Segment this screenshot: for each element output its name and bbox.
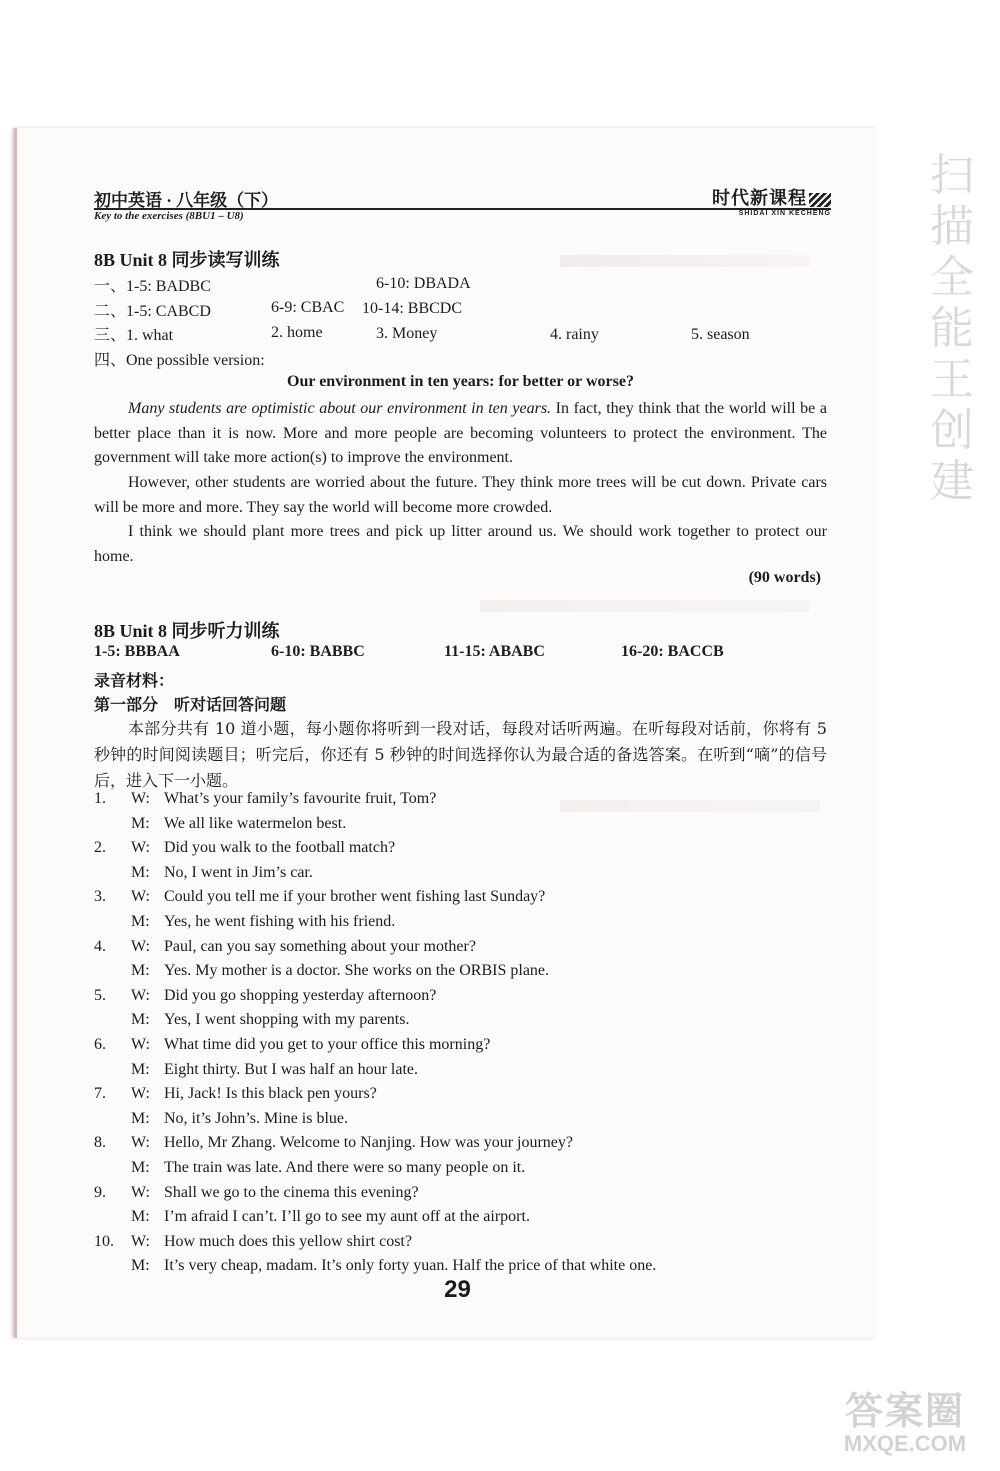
section-title-reading: 8B Unit 8 同步读写训练 (94, 250, 280, 270)
dialogue-line-w: Hi, Jack! Is this black pen yours? (164, 1085, 377, 1103)
dialogue-line-m: I’m afraid I can’t. I’ll go to see my aunt off at the airport. (164, 1208, 530, 1226)
brand-name: 时代新课程 (712, 188, 807, 209)
dialogue-line-w: Shall we go to the cinema this evening? (164, 1183, 419, 1201)
side-watermark-char: 描 (930, 201, 974, 252)
speaker-w: W: (131, 1036, 150, 1053)
watermark-logo: 答案圈 (844, 1391, 965, 1433)
dialogue-line-m: Eight thirty. But I was half an hour late. (164, 1060, 419, 1078)
speaker-m: M: (131, 912, 150, 930)
dialogue-line-w: Did you go shopping yesterday afternoon? (164, 986, 437, 1004)
essay-paragraph-1 (94, 397, 827, 471)
dialogue-line-m: No, I went in Jim’s car. (164, 863, 313, 881)
site-watermark (810, 1380, 1000, 1457)
speaker-w: W: (131, 790, 150, 807)
answer-row-2c: 10-14: BBCDC (362, 300, 463, 317)
dialogue-number: 10. (94, 1232, 114, 1250)
word-count: (90 words) (748, 569, 821, 586)
dialogue-line-w: Could you tell me if your brother went fishing last Sunday? (164, 888, 546, 906)
speaker-w: W: (131, 986, 150, 1004)
page-number: 29 (444, 1276, 471, 1303)
speaker-w: W: (131, 1134, 150, 1152)
part-title: 第一部分 听对话回答问题 (94, 695, 287, 714)
listening-instructions: 本部分共有 10 道小题，每小题你将听到一段对话，每段对话听两遍。在听每段对话前，你将有 5 秒钟的时间阅读题目；听完后，你还有 5 秒钟的时间选择你认为最合适的备选答案。在听到“嘀”的信号后，进入下一小题。 (94, 719, 827, 790)
dialogue-line-w: Did you walk to the football match? (164, 839, 396, 857)
speaker-m: M: (131, 1109, 150, 1127)
essay-paragraph-2: However, other students are worried about the future. They think more trees will be cut down. Private cars will be more and more. They say the world will become more crowded. (94, 474, 827, 516)
answer-row-3e: 5. season (691, 326, 750, 343)
speaker-m: M: (131, 814, 150, 832)
header-title: 初中英语 · 八年级（下） (94, 191, 279, 210)
speaker-w: W: (131, 1085, 150, 1103)
section-title-listening: 8B Unit 8 同步听力训练 (94, 621, 280, 641)
bleed-through (480, 600, 810, 612)
dialogue-line-m: We all like watermelon best. (164, 814, 347, 832)
brand-logo (712, 184, 831, 217)
speaker-m: M: (131, 863, 150, 881)
answer-row-3a: 三、1. what (94, 327, 174, 344)
speaker-w: W: (131, 1232, 150, 1250)
speaker-m: M: (131, 1257, 150, 1275)
speaker-w: W: (131, 1183, 150, 1201)
dialogue-line-w: Hello, Mr Zhang. Welcome to Nanjing. How was your journey? (164, 1134, 573, 1152)
answer-row-3b: 2. home (271, 324, 323, 341)
answer-row-4: 四、One possible version: (94, 352, 265, 369)
side-watermark-char: 建 (930, 456, 974, 507)
answer-row-3d: 4. rainy (550, 326, 599, 343)
side-watermark (922, 150, 982, 507)
dialogue-line-m: The train was late. And there were so many people on it. (164, 1158, 526, 1176)
answer-row-1b: 6-10: DBADA (376, 275, 471, 292)
listening-answers-1: 1-5: BBBAA (94, 643, 180, 660)
essay-p1-italic: Many students are optimistic about our environment in ten years. (128, 400, 552, 417)
dialogue-line-w: What time did you get to your office this morning? (164, 1036, 491, 1053)
bleed-through (560, 255, 810, 267)
speaker-w: W: (131, 888, 150, 906)
speaker-w: W: (131, 839, 150, 857)
answer-row-2a: 二、1-5: CABCD (94, 303, 211, 320)
bleed-through (560, 800, 820, 812)
dialogue-number: 2. (94, 839, 106, 857)
dialogue-line-m: It’s very cheap, madam. It’s only forty yuan. Half the price of that white one. (164, 1257, 657, 1275)
answer-row-1a: 一、1-5: BADBC (94, 278, 211, 295)
dialogue-number: 9. (94, 1183, 106, 1201)
dialogue-number: 8. (94, 1134, 106, 1152)
speaker-m: M: (131, 1060, 150, 1078)
speaker-m: M: (131, 1011, 150, 1029)
listening-answers-4: 16-20: BACCB (621, 643, 724, 660)
speaker-w: W: (131, 937, 150, 955)
script-label: 录音材料： (94, 671, 175, 690)
brand-pinyin: SHIDAI XIN KECHENG (738, 210, 831, 217)
dialogue-number: 4. (94, 937, 106, 955)
dialogue-line-w: How much does this yellow shirt cost? (164, 1232, 412, 1250)
side-watermark-char: 创 (930, 405, 974, 456)
dialogue-number: 3. (94, 888, 106, 906)
dialogue-line-w: Paul, can you say something about your mother? (164, 937, 476, 955)
side-watermark-char: 全 (930, 252, 974, 303)
dialogue-line-m: No, it’s John’s. Mine is blue. (164, 1109, 349, 1127)
dialogue-line-w: What’s your family’s favourite fruit, Tom? (164, 790, 437, 807)
speaker-m: M: (131, 962, 150, 980)
essay-p1-rest: In fact, they think that the world will be a better place than it is now. More and more people are becoming volunteers to protect the environment. The government will take more action(s) to improve the environment. (94, 400, 827, 466)
dialogue-number: 5. (94, 986, 106, 1004)
side-watermark-char: 扫 (930, 150, 974, 201)
dialogue-line-m: Yes. My mother is a doctor. She works on the ORBIS plane. (164, 962, 550, 980)
side-watermark-char: 能 (930, 303, 974, 354)
essay-title: Our environment in ten years: for better or worse? (287, 373, 634, 390)
answer-row-3c: 3. Money (376, 325, 438, 342)
brand-mark-icon (809, 193, 831, 207)
dialogue-number: 7. (94, 1085, 106, 1103)
dialogue-number: 6. (94, 1036, 106, 1053)
listening-answers-3: 11-15: ABABC (444, 643, 545, 660)
speaker-m: M: (131, 1208, 150, 1226)
dialogue-line-m: Yes, I went shopping with my parents. (164, 1011, 410, 1029)
watermark-url: MXQE.COM (843, 1431, 967, 1456)
essay-paragraph-3: I think we should plant more trees and pick up litter around us. We should work together to protect our home. (94, 523, 827, 565)
answer-row-2b: 6-9: CBAC (271, 299, 345, 316)
speaker-m: M: (131, 1158, 150, 1176)
side-watermark-char: 王 (930, 354, 974, 405)
dialogue-number: 1. (94, 790, 106, 807)
header-subtitle: Key to the exercises (8BU1 – U8) (94, 210, 244, 222)
listening-answers-2: 6-10: BABBC (271, 643, 365, 660)
dialogue-line-m: Yes, he went fishing with his friend. (164, 912, 396, 930)
